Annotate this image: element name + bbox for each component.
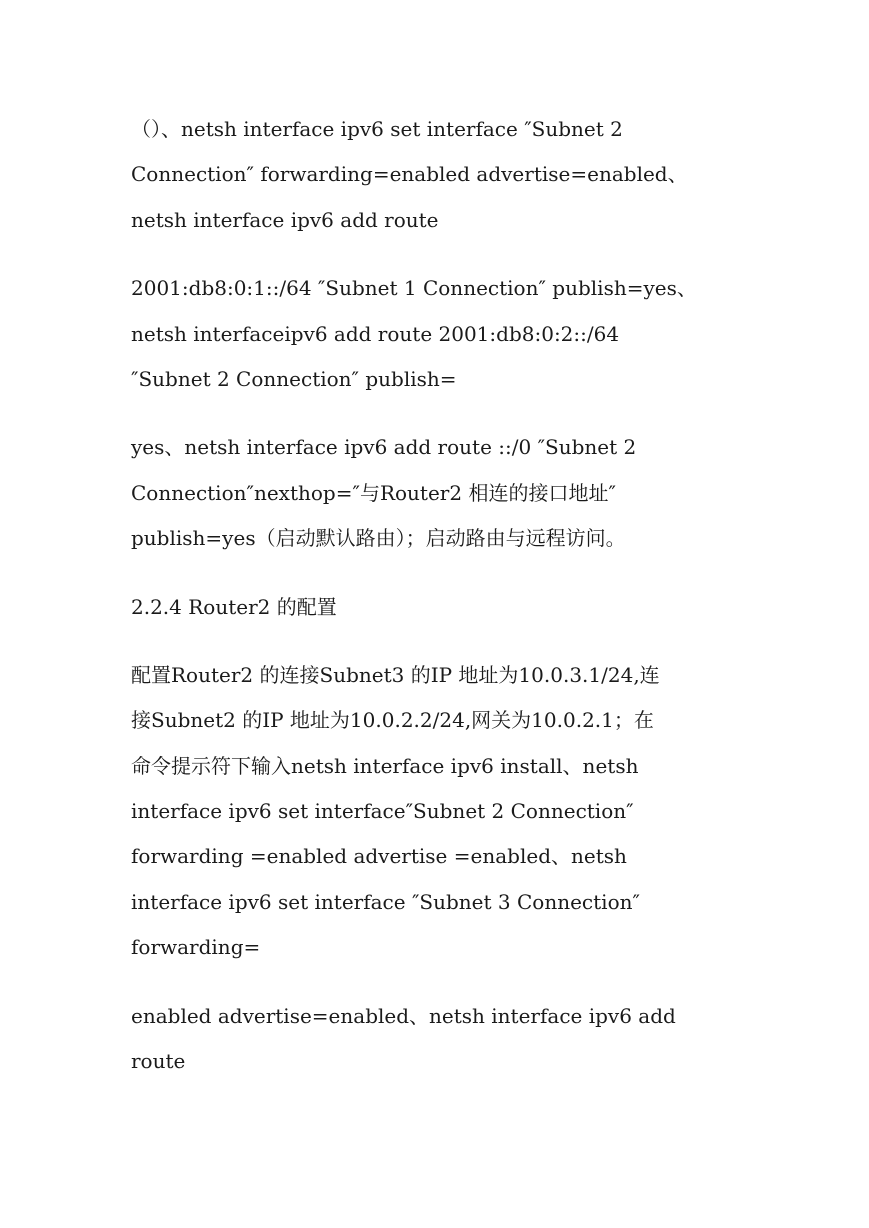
text-line: 配置Router2 的连接Subnet3 的IP 地址为10.0.3.1/24,连 <box>131 662 660 687</box>
paragraph-router2-config <box>131 653 751 971</box>
paragraph-default-route <box>131 425 751 561</box>
text-line: netsh interface ipv6 add route <box>131 207 439 232</box>
text-line: Connection″ forwarding=enabled advertise=enabled、 <box>131 162 688 187</box>
heading-text: 2.2.4 Router2 的配置 <box>131 594 337 619</box>
text-line: netsh interfaceipv6 add route 2001:db8:0:2::/64 <box>131 321 620 346</box>
paragraph-router1-commands <box>131 107 751 243</box>
section-heading <box>131 585 751 630</box>
text-line: forwarding =enabled advertise =enabled、netsh <box>131 844 627 869</box>
document-page <box>131 107 751 1107</box>
text-line: forwarding= <box>131 935 261 960</box>
text-line: interface ipv6 set interface ″Subnet 3 Connection″ <box>131 889 640 914</box>
text-line: Connection″nexthop=″与Router2 相连的接口地址″ <box>131 480 616 505</box>
text-line: yes、netsh interface ipv6 add route ::/0 ″Subnet 2 <box>131 435 637 460</box>
text-line: ″Subnet 2 Connection″ publish= <box>131 366 457 391</box>
text-line: 命令提示符下输入netsh interface ipv6 install、netsh <box>131 753 639 778</box>
text-line: route <box>131 1049 186 1074</box>
text-line: publish=yes（启动默认路由）；启动路由与远程访问。 <box>131 526 626 551</box>
text-line: enabled advertise=enabled、netsh interface ipv6 add <box>131 1003 676 1028</box>
text-line: 接Subnet2 的IP 地址为10.0.2.2/24,网关为10.0.2.1；在 <box>131 708 654 733</box>
text-line: 2001:db8:0:1::/64 ″Subnet 1 Connection″ publish=yes、 <box>131 276 697 301</box>
paragraph-route-publish <box>131 266 751 402</box>
text-line: （）、netsh interface ipv6 set interface ″Subnet 2 <box>131 117 623 141</box>
paragraph-router2-route <box>131 994 751 1085</box>
text-line: interface ipv6 set interface″Subnet 2 Connection″ <box>131 799 634 824</box>
